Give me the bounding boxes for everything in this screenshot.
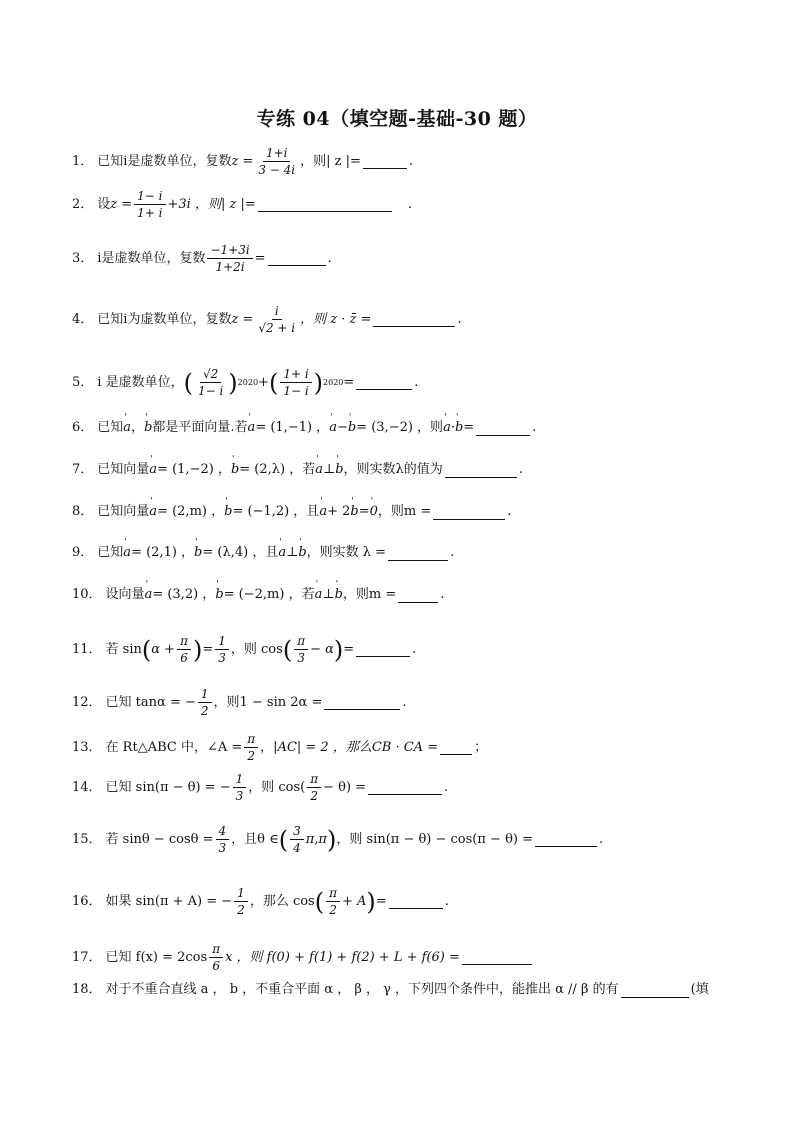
punctuation: ， — [260, 739, 274, 755]
fraction: $\frac{-1+3i}{1+2i}$ — [207, 242, 252, 275]
fraction: $\frac{3}{4}$ — [290, 823, 304, 856]
punctuation: . — [440, 587, 445, 602]
problem-text: ，则 cos( — [248, 779, 306, 795]
problem-text: = (1,−2) ， — [157, 462, 231, 477]
problem-number: 1． — [72, 153, 94, 169]
fraction: $\frac{1+ i}{1- i}$ — [280, 366, 311, 399]
fraction: $\frac{√2}{1- i}$ — [197, 367, 224, 398]
problem-number: 6． — [72, 420, 94, 435]
operator: ⊥ — [286, 545, 299, 560]
vector-symbol: ' b — [231, 460, 239, 480]
problem-text: = (−1,2) ，且 — [232, 504, 320, 519]
operator: · — [450, 420, 455, 435]
vector-symbol: ' a — [248, 418, 256, 438]
math-expr: − α — [310, 641, 334, 657]
problem-text: = — [254, 250, 266, 266]
problem-text: 已知 — [97, 420, 124, 435]
problem-number: 17． — [72, 949, 102, 965]
punctuation: . — [444, 779, 449, 795]
document-title: 专练 04（填空题-基础-30 题） — [256, 108, 538, 130]
problem-text: 设向量 — [105, 587, 145, 602]
problem-number: 10． — [72, 587, 102, 602]
fraction: $\frac{1}{2}$ — [198, 686, 212, 719]
fraction: $\frac{\pi}{2}$ — [326, 885, 340, 918]
problem-text: ，则m = — [377, 504, 432, 519]
math-expr: + A — [342, 893, 367, 909]
vector-symbol: ' a — [149, 460, 157, 480]
vector-symbol: ' a — [443, 418, 451, 438]
problem-17 — [72, 941, 734, 974]
problem-text: i 是虚数单位， — [97, 374, 184, 390]
answer-blank[interactable] — [368, 780, 442, 795]
vector-symbol: ' b — [224, 502, 232, 522]
vector-symbol: ' a — [123, 418, 131, 438]
punctuation: ； — [474, 739, 488, 755]
punctuation: . — [450, 545, 455, 560]
answer-blank[interactable] — [621, 983, 689, 998]
vector-symbol: ' a — [319, 502, 327, 522]
problem-text: = (−2,m) ，若 — [223, 587, 315, 602]
math-expr: z = — [231, 153, 254, 169]
problem-text: = (3,−2) ，则 — [356, 420, 444, 435]
problem-number: 12． — [72, 694, 102, 710]
problem-text: ，则实数 λ = — [306, 545, 387, 560]
problem-11: 11． 若 sin ( α + $\frac{\pi}{6}$ ) = $\frac{1}{3}$ ，则 cos ( $\frac{\pi}{3}$ − α ) = . — [72, 634, 417, 665]
answer-blank[interactable] — [476, 421, 530, 436]
answer-blank[interactable] — [462, 950, 532, 965]
punctuation: . — [412, 641, 417, 657]
vector-symbol: ' a — [278, 543, 286, 563]
problem-text: 已知i是虚数单位，复数 — [97, 153, 232, 169]
answer-blank[interactable] — [356, 375, 412, 390]
answer-blank[interactable] — [389, 894, 443, 909]
fraction: $\frac{1}{3}$ — [233, 771, 247, 804]
problem-text: 设 — [97, 196, 111, 212]
fraction: $\frac{1- i}{1+ i}$ — [134, 188, 165, 221]
problem-text: ， — [131, 420, 145, 435]
math-expr: |AC| = 2 ，那么 — [273, 739, 372, 755]
vector-symbol: ' a — [149, 502, 157, 522]
punctuation: . — [518, 462, 523, 477]
answer-blank[interactable] — [388, 546, 448, 561]
problem-number: 15． — [72, 831, 102, 847]
operator: = — [358, 504, 370, 519]
answer-blank[interactable] — [398, 588, 438, 603]
fraction: $\frac{1}{3}$ — [215, 633, 229, 666]
problem-3 — [72, 242, 734, 275]
punctuation: . — [444, 893, 449, 909]
fraction: $\frac{\pi}{3}$ — [294, 633, 308, 666]
vector-symbol: ' b — [215, 585, 223, 605]
answer-blank[interactable] — [268, 251, 326, 266]
answer-blank[interactable] — [535, 832, 597, 847]
answer-blank[interactable] — [373, 312, 455, 327]
problem-12 — [72, 686, 734, 719]
problem-text: ，那么 cos — [249, 893, 315, 909]
problem-number: 9． — [72, 545, 94, 560]
answer-blank[interactable] — [363, 154, 407, 169]
fraction: $\frac{1}{2}$ — [234, 885, 248, 918]
answer-blank[interactable] — [356, 642, 410, 657]
operator: = — [343, 374, 355, 390]
math-expr: CB · CA = — [371, 739, 439, 755]
punctuation: . — [532, 420, 537, 435]
vector-symbol: ' b — [348, 418, 356, 438]
problem-text: = (1,−1) ， — [255, 420, 330, 435]
punctuation: . — [457, 311, 462, 327]
problem-text: +3i ，则| z |= — [167, 196, 256, 212]
problem-number: 5． — [72, 374, 94, 390]
operator: + 2 — [327, 504, 351, 519]
problem-6 — [72, 418, 734, 438]
operator: = — [202, 641, 214, 657]
vector-symbol: ' b — [194, 543, 202, 563]
problem-7 — [72, 460, 734, 480]
problem-number: 4． — [72, 311, 94, 327]
punctuation: . — [599, 831, 604, 847]
problem-text: = (2,m) ， — [157, 504, 225, 519]
problem-text: 若 sin — [105, 641, 142, 657]
vector-symbol: ' b — [455, 418, 463, 438]
vector-symbol: ' a — [329, 418, 337, 438]
answer-blank[interactable] — [445, 463, 517, 478]
problem-text: x ，则 f(0) + f(1) + f(2) + L + f(6) = — [225, 949, 460, 965]
problem-number: 11． — [72, 641, 102, 657]
problem-number: 13． — [72, 739, 102, 755]
vector-symbol: ' a — [315, 460, 323, 480]
problem-16: 16． 如果 sin(π + A) = − $\frac{1}{2}$ ，那么 cos ( $\frac{\pi}{2}$ + A ) = . — [72, 886, 449, 917]
answer-blank[interactable] — [440, 740, 472, 755]
problem-text: 已知向量 — [97, 504, 150, 519]
problem-number: 14． — [72, 779, 102, 795]
problem-1 — [72, 145, 734, 178]
problem-2 — [72, 188, 734, 221]
problem-number: 16． — [72, 893, 102, 909]
problem-text: ，则实数λ的值为 — [343, 462, 443, 477]
vector-symbol: ' a — [315, 585, 323, 605]
problem-13 — [72, 731, 734, 764]
punctuation: . — [327, 250, 332, 266]
problem-18 — [72, 980, 734, 1000]
problem-10 — [72, 585, 734, 605]
problem-number: 8． — [72, 504, 94, 519]
problem-text: = (λ,4) ，且 — [202, 545, 279, 560]
problem-14 — [72, 771, 734, 804]
problem-4 — [72, 303, 734, 336]
problem-number: 18． — [72, 982, 102, 997]
problem-text: (填 — [690, 982, 709, 997]
problem-text: 对于不重合直线 a ， b ，不重合平面 α ， β ， γ ，下列四个条件中，能推出 α // β 的有 — [105, 982, 619, 997]
fraction: $\frac{i}{√2 + i}$ — [258, 304, 296, 335]
problem-text: 已知 — [97, 545, 124, 560]
vector-symbol: ' b — [144, 418, 152, 438]
problem-text: 已知 f(x) = 2cos — [105, 949, 208, 965]
problem-text: ，则 z · z̄ = — [300, 311, 372, 327]
fraction: $\frac{1+i}{3 - 4i}$ — [258, 146, 296, 177]
operator: + — [258, 374, 269, 390]
punctuation: . — [407, 196, 412, 212]
operator: − — [336, 420, 348, 435]
operator: = — [375, 893, 387, 909]
problem-text: ，且θ ∈ — [231, 831, 279, 847]
exponent: 2020 — [237, 377, 259, 387]
exponent: 2020 — [323, 377, 344, 387]
problem-text: = (2,1) ， — [131, 545, 195, 560]
punctuation: . — [408, 153, 414, 169]
vector-symbol: ' b — [335, 585, 343, 605]
vector-symbol: ' b — [350, 502, 358, 522]
math-expr: α + — [151, 641, 176, 657]
problem-number: 7． — [72, 462, 94, 477]
problem-text: = (2,λ) ，若 — [239, 462, 316, 477]
vector-symbol: ' b — [298, 543, 306, 563]
problem-number: 2． — [72, 196, 94, 212]
punctuation: . — [507, 504, 512, 519]
fraction: $\frac{\pi}{2}$ — [244, 731, 258, 764]
answer-blank[interactable] — [258, 197, 392, 212]
vector-symbol: ' a — [123, 543, 131, 563]
answer-blank[interactable] — [433, 505, 505, 520]
vector-symbol: ' 0 — [370, 502, 378, 522]
vector-symbol: ' b — [335, 460, 343, 480]
problem-text: 都是平面向量.若 — [152, 420, 248, 435]
problem-9 — [72, 543, 734, 563]
problem-text: = (3,2) ， — [152, 587, 216, 602]
problem-text: i是虚数单位，复数 — [97, 250, 206, 266]
operator: = — [463, 420, 475, 435]
fraction: $\frac{\pi}{6}$ — [209, 941, 223, 974]
problem-8 — [72, 502, 734, 522]
answer-blank[interactable] — [324, 695, 400, 710]
problem-text: 已知 sin(π − θ) = − — [105, 779, 231, 795]
math-expr: z = — [231, 311, 254, 327]
problem-text: ，则m = — [342, 587, 397, 602]
problem-text: 在 Rt△ABC 中，∠A = — [105, 739, 243, 755]
math-expr: π,π — [305, 831, 327, 847]
fraction: $\frac{\pi}{2}$ — [307, 771, 321, 804]
problem-text: ，则 sin(π − θ) − cos(π − θ) = — [336, 831, 533, 847]
problem-text: ，则1 − sin 2α = — [213, 694, 323, 710]
problem-text: 若 sinθ − cosθ = — [105, 831, 214, 847]
punctuation: . — [402, 694, 407, 710]
problem-5: 5． i 是虚数单位， ( $\frac{√2}{1- i}$ ) 2020 + ( $\frac{1+ i}{1- i}$ ) 2020 = . — [72, 367, 419, 398]
vector-symbol: ' a — [145, 585, 153, 605]
math-expr: z = — [110, 196, 133, 212]
operator: = — [343, 641, 355, 657]
problem-15: 15． 若 sinθ − cosθ = $\frac{4}{3}$ ，且θ ∈ ( $\frac{3}{4}$ π,π ) ，则 sin(π − θ) − cos(π − θ) = . — [72, 824, 604, 855]
problem-text: ，则| z |= — [300, 153, 361, 169]
problem-text: ，则 cos — [230, 641, 283, 657]
problem-text: 已知向量 — [97, 462, 150, 477]
problem-text: − θ) = — [323, 779, 367, 795]
problem-text: 如果 sin(π + A) = − — [105, 893, 233, 909]
punctuation: . — [414, 374, 419, 390]
fraction: $\frac{4}{3}$ — [216, 823, 230, 856]
operator: ⊥ — [322, 462, 336, 477]
problem-number: 3． — [72, 250, 94, 266]
problem-text: 已知i为虚数单位，复数 — [97, 311, 232, 327]
fraction: $\frac{\pi}{6}$ — [177, 633, 191, 666]
problem-text: 已知 tanα = − — [105, 694, 196, 710]
operator: ⊥ — [322, 587, 335, 602]
